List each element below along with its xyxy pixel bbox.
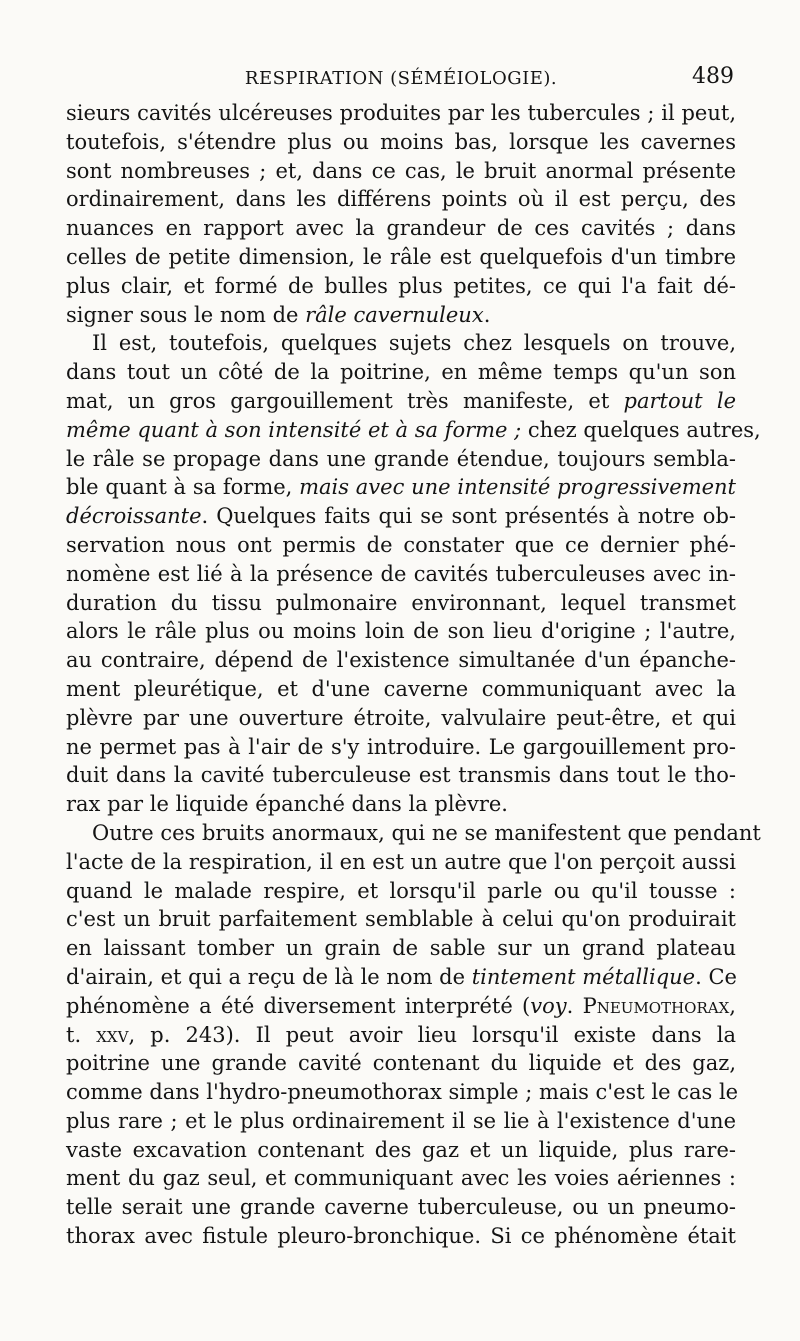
text-line: toutefois, s'étendre plus ou moins bas, lorsque les cavernes: [66, 129, 736, 154]
running-header: [66, 62, 736, 98]
text-line: Il est, toutefois, quelques sujets chez lesquels on trouve,: [92, 331, 736, 356]
text-line: telle serait une grande caverne tuberculeuse, ou un pneumo-: [66, 1195, 736, 1220]
small-caps-phrase: Pneumothorax: [582, 993, 730, 1018]
text-line: duration du tissu pulmonaire environnant, lequel transmet: [66, 590, 736, 615]
running-title: RESPIRATION (SÉMÉIOLOGIE).: [244, 68, 558, 89]
text-line: alors le râle plus ou moins loin de son lieu d'origine ; l'autre,: [66, 619, 736, 644]
text-line: d'airain, et qui a reçu de là le nom de tintement métallique. Ce: [66, 964, 737, 989]
text-line: phénomène a été diversement interprété (voy. Pneumothorax,: [66, 993, 736, 1018]
text-line: servation nous ont permis de constater que ce dernier phé-: [66, 532, 736, 557]
text-line: t. xxv, p. 243). Il peut avoir lieu lorsqu'il existe dans la: [66, 1022, 736, 1047]
text-line: plèvre par une ouverture étroite, valvulaire peut-être, et qui: [66, 705, 736, 730]
text-line: ment pleurétique, et d'une caverne communiquant avec la: [66, 676, 736, 701]
text-line: celles de petite dimension, le râle est quelquefois d'un timbre: [66, 244, 736, 269]
text-line: signer sous le nom de râle cavernuleux.: [66, 302, 491, 327]
italic-phrase: râle cavernuleux: [305, 302, 484, 327]
text-line: duit dans la cavité tuberculeuse est transmis dans tout le tho-: [66, 763, 736, 788]
italic-phrase: tintement métallique: [471, 964, 696, 989]
text-line: au contraire, dépend de l'existence simultanée d'un épanche-: [66, 648, 736, 673]
text-line: rax par le liquide épanché dans la plèvre.: [66, 792, 508, 817]
text-line: en laissant tomber un grain de sable sur un grand plateau: [66, 936, 736, 961]
text-line: sont nombreuses ; et, dans ce cas, le bruit anormal présente: [66, 158, 736, 183]
page-number: 489: [692, 64, 734, 89]
text-line: quand le malade respire, et lorsqu'il parle ou qu'il tousse :: [66, 878, 736, 903]
text-line: vaste excavation contenant des gaz et un liquide, plus rare-: [66, 1137, 736, 1162]
text-line: ne permet pas à l'air de s'y introduire. Le gargouillement pro-: [66, 734, 736, 759]
text-line: ble quant à sa forme, mais avec une intensité progressivement: [66, 475, 736, 500]
italic-phrase: décroissante: [66, 504, 202, 529]
text-line: thorax avec fistule pleuro-bronchique. Si ce phénomène était: [66, 1224, 736, 1249]
italic-phrase: mais avec une intensité progressivement: [299, 475, 736, 500]
text-line: c'est un bruit parfaitement semblable à celui qu'on produirait: [66, 907, 736, 932]
text-line: poitrine une grande cavité contenant du liquide et des gaz,: [66, 1051, 736, 1076]
text-line: décroissante. Quelques faits qui se sont présentés à notre ob-: [66, 504, 736, 529]
text-line: dans tout un côté de la poitrine, en même temps qu'un son: [66, 360, 736, 385]
text-line: même quant à son intensité et à sa forme ; chez quelques autres,: [66, 417, 761, 442]
italic-phrase: partout le: [623, 388, 736, 413]
text-line: Outre ces bruits anormaux, qui ne se manifestent que pendant: [92, 820, 761, 845]
text-line: mat, un gros gargouillement très manifeste, et partout le: [66, 388, 736, 413]
text-line: ordinairement, dans les différens points où il est perçu, des: [66, 187, 736, 212]
text-line: l'acte de la respiration, il en est un autre que l'on perçoit aussi: [66, 849, 736, 874]
italic-phrase: même quant à son intensité et à sa forme ;: [66, 417, 522, 442]
italic-phrase: voy: [530, 993, 567, 1018]
small-caps-phrase: xxv: [96, 1022, 129, 1047]
text-line: nomène est lié à la présence de cavités tuberculeuses avec in-: [66, 561, 736, 586]
text-line: plus clair, et formé de bulles plus petites, ce qui l'a fait dé-: [66, 273, 736, 298]
text-line: comme dans l'hydro-pneumothorax simple ; mais c'est le cas le: [66, 1080, 739, 1105]
text-line: ment du gaz seul, et communiquant avec les voies aériennes :: [66, 1166, 736, 1191]
text-line: nuances en rapport avec la grandeur de ces cavités ; dans: [66, 216, 736, 241]
body-text: [66, 99, 761, 1251]
text-line: le râle se propage dans une grande étendue, toujours sembla-: [66, 446, 736, 471]
text-line: sieurs cavités ulcéreuses produites par les tubercules ; il peut,: [66, 101, 736, 125]
text-line: plus rare ; et le plus ordinairement il se lie à l'existence d'une: [66, 1108, 736, 1133]
